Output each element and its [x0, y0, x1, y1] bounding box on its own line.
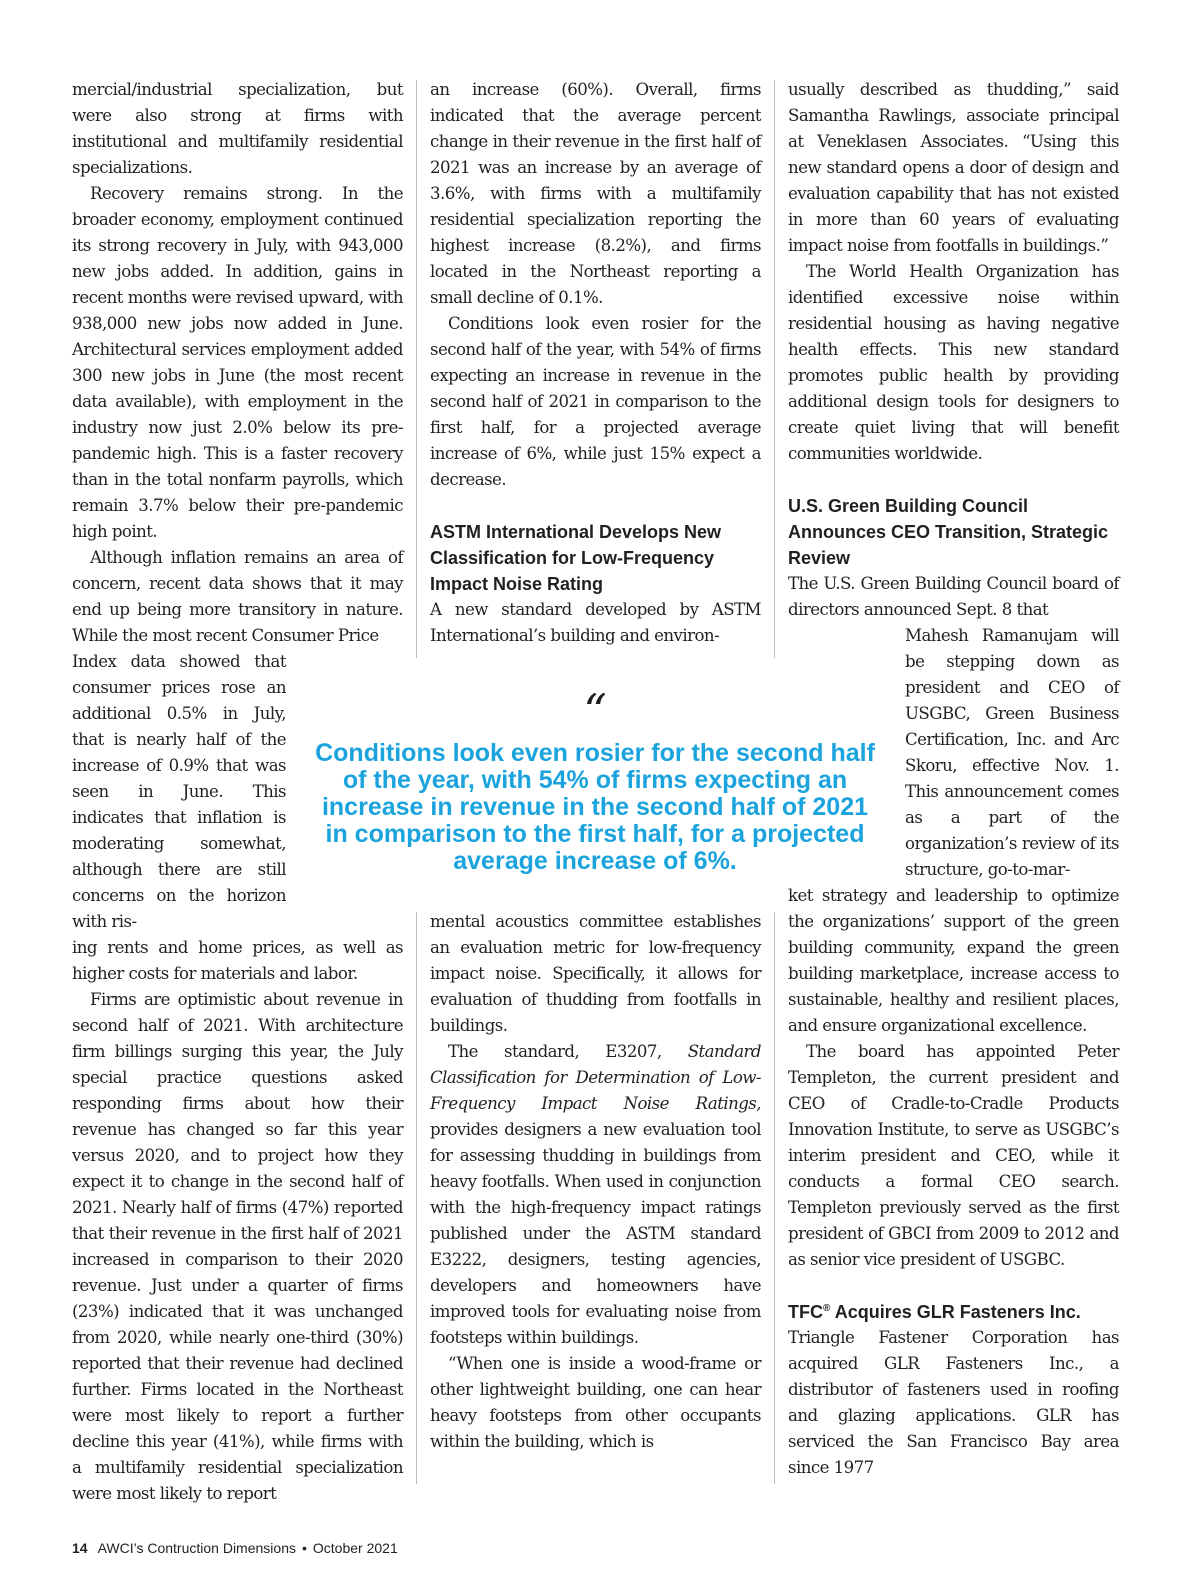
heading-text: TFC: [788, 1302, 823, 1322]
column-rule-right: [774, 912, 775, 1484]
article-heading-astm: ASTM International Develops New Classification for Low-Frequency Impact Noise Rating: [430, 522, 722, 594]
paragraph: A new standard developed by ASTM International’s building and environ-: [430, 600, 761, 645]
column-rule-left: [416, 912, 417, 1484]
article-heading-tfc: [788, 1299, 1119, 1325]
page-number: 14: [72, 1540, 88, 1556]
paragraph: The World Health Organization has identified excessive noise within residential housing as having negative health effects. This new standard promotes public health by providing additional design tools for designers to create quiet living that will benefit communities worldwide.: [788, 262, 1119, 463]
paragraph: ket strategy and leadership to optimize the organizations’ support of the green building community, expand the green building marketplace, increase access to sustainable, healthy and resilient places, and ensure organizational excellence.: [788, 886, 1119, 1035]
paragraph: mental acoustics committee establishes an evaluation metric for low-frequency impact noise. Specifically, it allows for evaluation of thudding from footfalls in buildings.: [430, 912, 761, 1035]
separator: •: [301, 1540, 307, 1556]
quote-mark-icon: “: [583, 684, 607, 738]
article-column-2-lower: [430, 909, 761, 1455]
article-heading-usgbc: U.S. Green Building Council Announces CEO Transition, Strategic Review: [788, 496, 1109, 568]
publication-name: AWCI’s Contruction Dimensions: [97, 1540, 296, 1556]
paragraph: Recovery remains strong. In the broader economy, employment continued its strong recovery in July, with 943,000 new jobs added. In addition, gains in recent months were revised upward, with 938,000 new jobs now added in June. Architectural services employment added 300 new jobs in June (the most recent data available), with employment in the industry now just 2.0% below its pre-pandemic high. This is a faster recovery than in the total nonfarm payrolls, which remain 3.7% below their pre-pandemic high point.: [72, 184, 403, 541]
paragraph: [430, 1039, 761, 1351]
paragraph-wrap-narrow: Mahesh Ramanujam will be stepping down as president and CEO of USGBC, Green Business Certification, Inc. and Arc Skoru, effective Nov. 1. This announcement comes as a part of the organization’s review of its structure, go-to-mar-: [905, 626, 1119, 879]
paragraph: Triangle Fastener Corporation has acquired GLR Fasteners Inc., a distributor of fasteners used in roofing and glazing applications. GLR has serviced the San Francisco Bay area since 1977: [788, 1328, 1119, 1477]
standard-title: Standard Classification for Determination of Low-Frequency Impact Noise Ratings,: [430, 1042, 761, 1113]
paragraph: Firms are optimistic about revenue in second half of 2021. With architecture firm billings surging this year, the July special practice questions asked responding firms about how their revenue has changed so far this year versus 2020, and to project how they expect it to change in the second half of 2021. Nearly half of firms (47%) reported that their revenue in the first half of 2021 increased in comparison to their 2020 revenue. Just under a quarter of firms (23%) indicated that it was unchanged from 2020, while nearly one-third (30%) reported that their revenue had declined further. Firms located in the Northeast were most likely to report a further decline this year (41%), while firms with a multifamily residential specialization were most likely to report: [72, 990, 403, 1503]
paragraph: The U.S. Green Building Council board of directors announced Sept. 8 that: [788, 574, 1119, 619]
paragraph: ing rents and home prices, as well as higher costs for materials and labor.: [72, 938, 403, 983]
paragraph: Conditions look even rosier for the second half of the year, with 54% of firms expecting an increase in revenue in the second half of 2021 in comparison to the first half, for a projected average increase of 6%, while just 15% expect a decrease.: [430, 314, 761, 489]
issue-date: October 2021: [312, 1540, 398, 1556]
paragraph: “When one is inside a wood-frame or other lightweight building, one can hear heavy footsteps from other occupants within the building, which is: [430, 1354, 761, 1451]
paragraph: Although inflation remains an area of concern, recent data shows that it may end up being more transitory in nature. While the most recent Consumer Price: [72, 548, 403, 645]
pull-quote: [310, 684, 880, 875]
column-rule-right: [774, 80, 775, 658]
column-rule-left: [416, 80, 417, 658]
pull-quote-text: Conditions look even rosier for the second half of the year, with 54% of firms expecting an increase in revenue in the second half of 2021 in comparison to the first half, for a projected average increase of 6%.: [315, 739, 875, 875]
paragraph-wrap-narrow: Index data showed that consumer prices rose an additional 0.5% in July, that is nearly half of the increase of 0.9% that was seen in June. This indicates that inflation is moderating somewhat, although there are still concerns on the horizon with ris-: [72, 652, 286, 931]
paragraph: usually described as thudding,” said Samantha Rawlings, associate principal at Veneklasen Associates. “Using this new standard opens a door of design and evaluation capability that has not existed in more than 60 years of evaluating impact noise from footfalls in buildings.”: [788, 80, 1119, 255]
paragraph-text: The standard, E3207,: [448, 1042, 662, 1061]
paragraph-text: provides designers a new evaluation tool for assessing thudding in buildings from heavy footfalls. When used in conjunction with the high-frequency impact ratings published under the ASTM standard E3222, designers, testing agencies, developers and homeowners have improved tools for evaluating noise from footsteps within buildings.: [430, 1120, 761, 1347]
paragraph: an increase (60%). Overall, firms indicated that the average percent change in their revenue in the first half of 2021 was an increase by an average of 3.6%, with firms with a multifamily residential specialization reporting the highest increase (8.2%), and firms located in the Northeast reporting a small decline of 0.1%.: [430, 80, 761, 307]
heading-text: Acquires GLR Fasteners Inc.: [830, 1302, 1081, 1322]
page-footer: [72, 1540, 398, 1556]
article-column-2: [430, 77, 761, 649]
paragraph: The board has appointed Peter Templeton, the current president and CEO of Cradle-to-Cradle Products Innovation Institute, to serve as USGBC’s interim president and CEO, while it conducts a formal CEO search. Templeton previously served as the first president of GBCI from 2009 to 2012 and as senior vice president of USGBC.: [788, 1042, 1119, 1269]
paragraph: mercial/industrial specialization, but were also strong at firms with institutional and multifamily residential specializations.: [72, 80, 403, 177]
registered-mark: ®: [823, 1303, 831, 1314]
